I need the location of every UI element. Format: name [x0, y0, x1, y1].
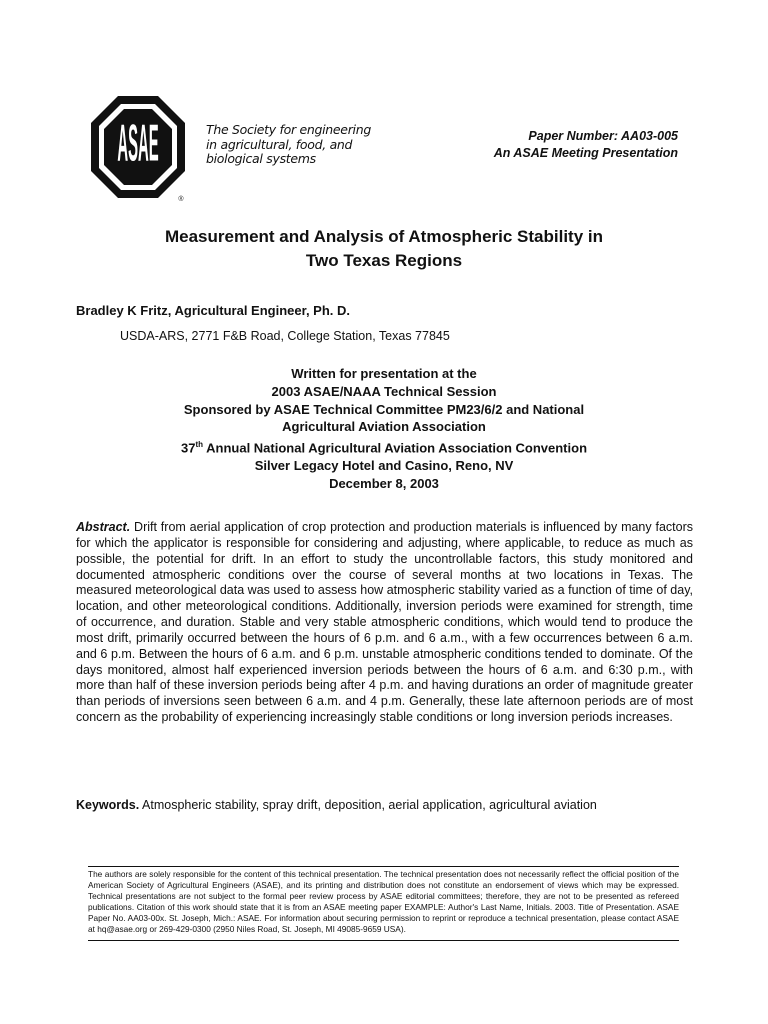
paper-number: Paper Number: AA03-005 [528, 129, 678, 143]
meeting-label: An ASAE Meeting Presentation [493, 146, 678, 160]
convention-ordinal: th [195, 440, 203, 450]
presentation-line-3: Sponsored by ASAE Technical Committee PM23/6/2 and National [183, 401, 585, 417]
logo-text: ASAE [117, 115, 159, 173]
presentation-line-5 [0, 436, 768, 457]
title-line-1: Measurement and Analysis of Atmospheric Stability in [164, 227, 603, 246]
society-line-2: in agricultural, food, and [206, 136, 353, 152]
keywords-label: Keywords. [76, 798, 140, 812]
registered-mark: ® [178, 196, 184, 203]
presentation-line-2: 2003 ASAE/NAAA Technical Session [271, 383, 497, 399]
title-line-2: Two Texas Regions [305, 251, 463, 270]
disclaimer-footer: The authors are solely responsible for the content of this technical presentation. The technical presentation does not necessarily reflect the official position of the American Society of Agricultural Engineers (ASAE), and its printing and distribution does not constitute an endorsement of views which may be expressed. Technical presentations are not subject to the formal peer review process by ASAE editorial committees; therefore, they are not to be presented as refereed publications. Citation of this work should state that it is from an ASAE meeting paper EXAMPLE: Author's Last Name, Initials. 2003. Title of Presentation. ASAE Paper No. AA03-00x. St. Joseph, Mich.: ASAE. For information about securing permission to reprint or reproduce a technical presentation, please contact ASAE at hq@asae.org or 269-429-0300 (2950 Niles Road, St. Joseph, MI 49085-9659 USA). [88, 866, 679, 941]
society-line-1: The Society for engineering [206, 122, 371, 137]
affiliation: USDA-ARS, 2771 F&B Road, College Station, Texas 77845 [120, 329, 450, 343]
presentation-line-6: Silver Legacy Hotel and Casino, Reno, NV [254, 458, 514, 474]
paper-title [0, 225, 768, 273]
abstract-label: Abstract. [76, 520, 131, 534]
convention-number: 37 [180, 440, 196, 456]
abstract-text: Drift from aerial application of crop protection and production materials is influenced by many factors for which the applicator is responsible for considering and adjusting, where applicable, to reduce as much as possible, the potential for drift. In an effort to study the uncontrollable factors, this study monitored and documented atmospheric conditions over the course of several months at two locations in Texas. The measured meteorological data was used to assess how atmospheric stability varied as a function of time of day, location, and other meteorological conditions. Additionally, inversion periods were examined for strength, time of occurrence, and duration. Stable and very stable atmospheric conditions, which would tend to produce the most drift, primarily occurred between the hours of 6 p.m. and 6 a.m., with a few occurrences between 6 a.m. and 6 p.m. Between the hours of 6 a.m. and 6 p.m. unstable atmospheric conditions tended to dominate. Of the days monitored, almost half experienced inversion periods between the hours of 6 a.m. and 6:30 p.m., with more than half of these inversion periods being after 4 p.m. and having durations an order of magnitude greater than periods of inversions seen between 6 a.m. and 4 p.m. Generally, these late afternoon periods are of most concern as the probability of experiencing increasingly stable conditions or long inversion periods increases. [76, 520, 693, 725]
society-tagline [206, 123, 371, 167]
keywords [76, 798, 597, 812]
presentation-line-7: December 8, 2003 [329, 476, 439, 492]
presentation-line-4: Agricultural Aviation Association [282, 419, 486, 435]
convention-name: Annual National Agricultural Aviation Association Convention [203, 440, 588, 456]
presentation-info [0, 365, 768, 493]
author: Bradley K Fritz, Agricultural Engineer, Ph. D. [76, 303, 351, 318]
society-line-3: biological systems [206, 151, 316, 166]
asae-logo [88, 93, 188, 203]
keywords-text: Atmospheric stability, spray drift, deposition, aerial application, agricultural aviation [142, 798, 597, 812]
presentation-line-1: Written for presentation at the [291, 366, 477, 381]
paper-meta [494, 128, 678, 162]
abstract [76, 520, 693, 726]
